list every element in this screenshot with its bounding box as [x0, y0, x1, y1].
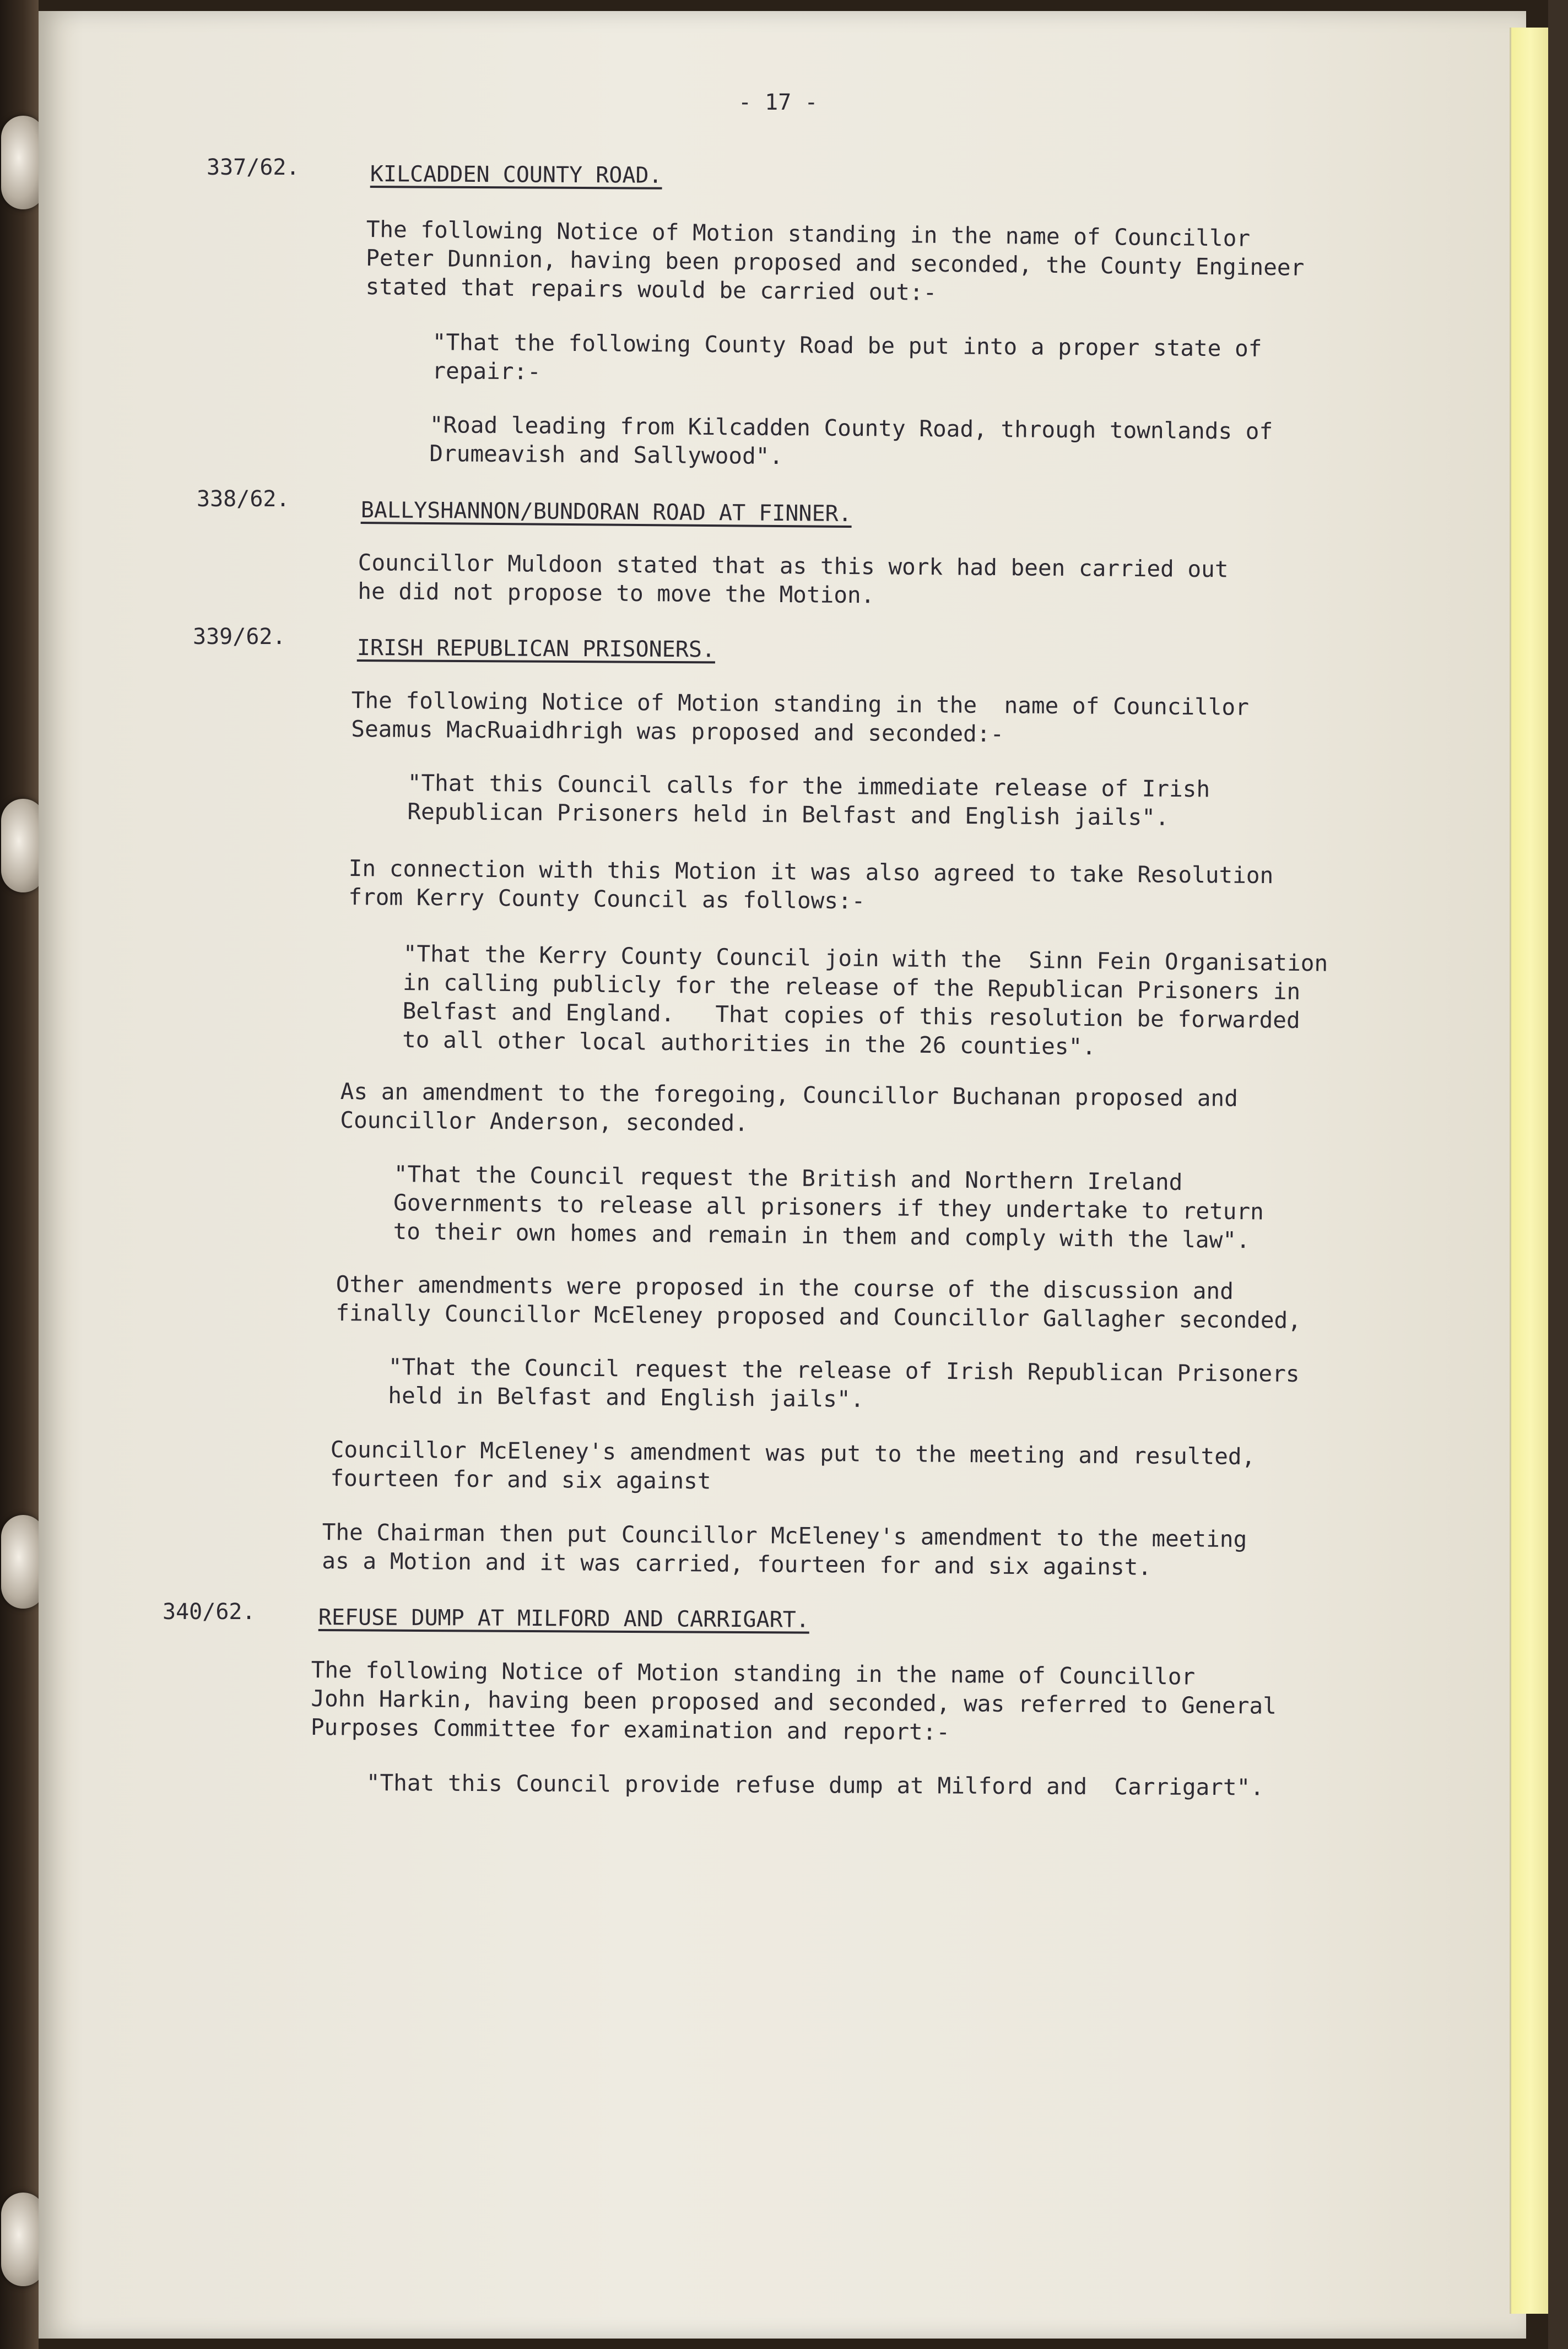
paragraph: The following Notice of Motion standing in the name of Councillor Seamus MacRuaidhrigh was proposed and seconded:-: [351, 686, 1250, 748]
paragraph: "That the following County Road be put into a proper state of repair:-: [432, 328, 1262, 385]
paragraph: "That the Council request the British and Northern Ireland Governments to release all prisoners if they undertake to return to their own homes and remain in them and comply with the law".: [393, 1161, 1264, 1254]
minute-number: 338/62.: [197, 486, 290, 512]
paragraph: "That this Council calls for the immediate release of Irish Republican Prisoners held in Belfast and English jails".: [407, 769, 1210, 831]
paragraph: Councillor McEleney's amendment was put to the meeting and resulted, fourteen for and six against: [330, 1436, 1256, 1495]
paragraph: Other amendments were proposed in the course of the discussion and finally Councillor McEleney proposed and Councillor Gallagher seconded,: [336, 1271, 1302, 1334]
paragraph: "That the Council request the release of Irish Republican Prisoners held in Belfast and English jails".: [388, 1354, 1300, 1412]
section-heading: KILCADDEN COUNTY ROAD.: [370, 161, 662, 188]
paragraph: "That this Council provide refuse dump at Milford and Carrigart".: [366, 1769, 1264, 1801]
minute-number: 337/62.: [207, 155, 300, 180]
paragraph: The following Notice of Motion standing in the name of Councillor Peter Dunnion, having been proposed and seconded, the County Engineer stated that repairs would be carried out:-: [365, 215, 1305, 306]
paragraph: The following Notice of Motion standing in the name of Councillor John Harkin, having been proposed and seconded, was referred to General Purposes Committee for examination and report:-: [310, 1657, 1277, 1746]
minute-number: 339/62.: [193, 624, 286, 650]
paragraph: In connection with this Motion it was also agreed to take Resolution from Kerry County Council as follows:-: [348, 854, 1274, 914]
paragraph: The Chairman then put Councillor McEleney's amendment to the meeting as a Motion and it was carried, fourteen for and six against.: [322, 1519, 1247, 1581]
section-heading: IRISH REPUBLICAN PRISONERS.: [356, 635, 716, 663]
paragraph: As an amendment to the foregoing, Councillor Buchanan proposed and Councillor Anderson, seconded.: [340, 1078, 1239, 1136]
minute-number: 340/62.: [163, 1599, 256, 1625]
paragraph: Councillor Muldoon stated that as this work had been carried out he did not propose to move the Motion.: [358, 549, 1229, 609]
section-heading: REFUSE DUMP AT MILFORD AND CARRIGART.: [318, 1605, 810, 1633]
section-heading: BALLYSHANNON/BUNDORAN ROAD AT FINNER.: [360, 497, 852, 527]
page-number: - 17 -: [738, 90, 818, 115]
paragraph: "Road leading from Kilcadden County Road, through townlands of Drumeavish and Sallywood".: [429, 411, 1273, 470]
paragraph: "That the Kerry County Council join with the Sinn Fein Organisation in calling publicly for the release of the Republican Prisoners in Belfast and England. That copies of this resolution be forwarded to all other local authorities in the 26 counties".: [402, 940, 1328, 1060]
